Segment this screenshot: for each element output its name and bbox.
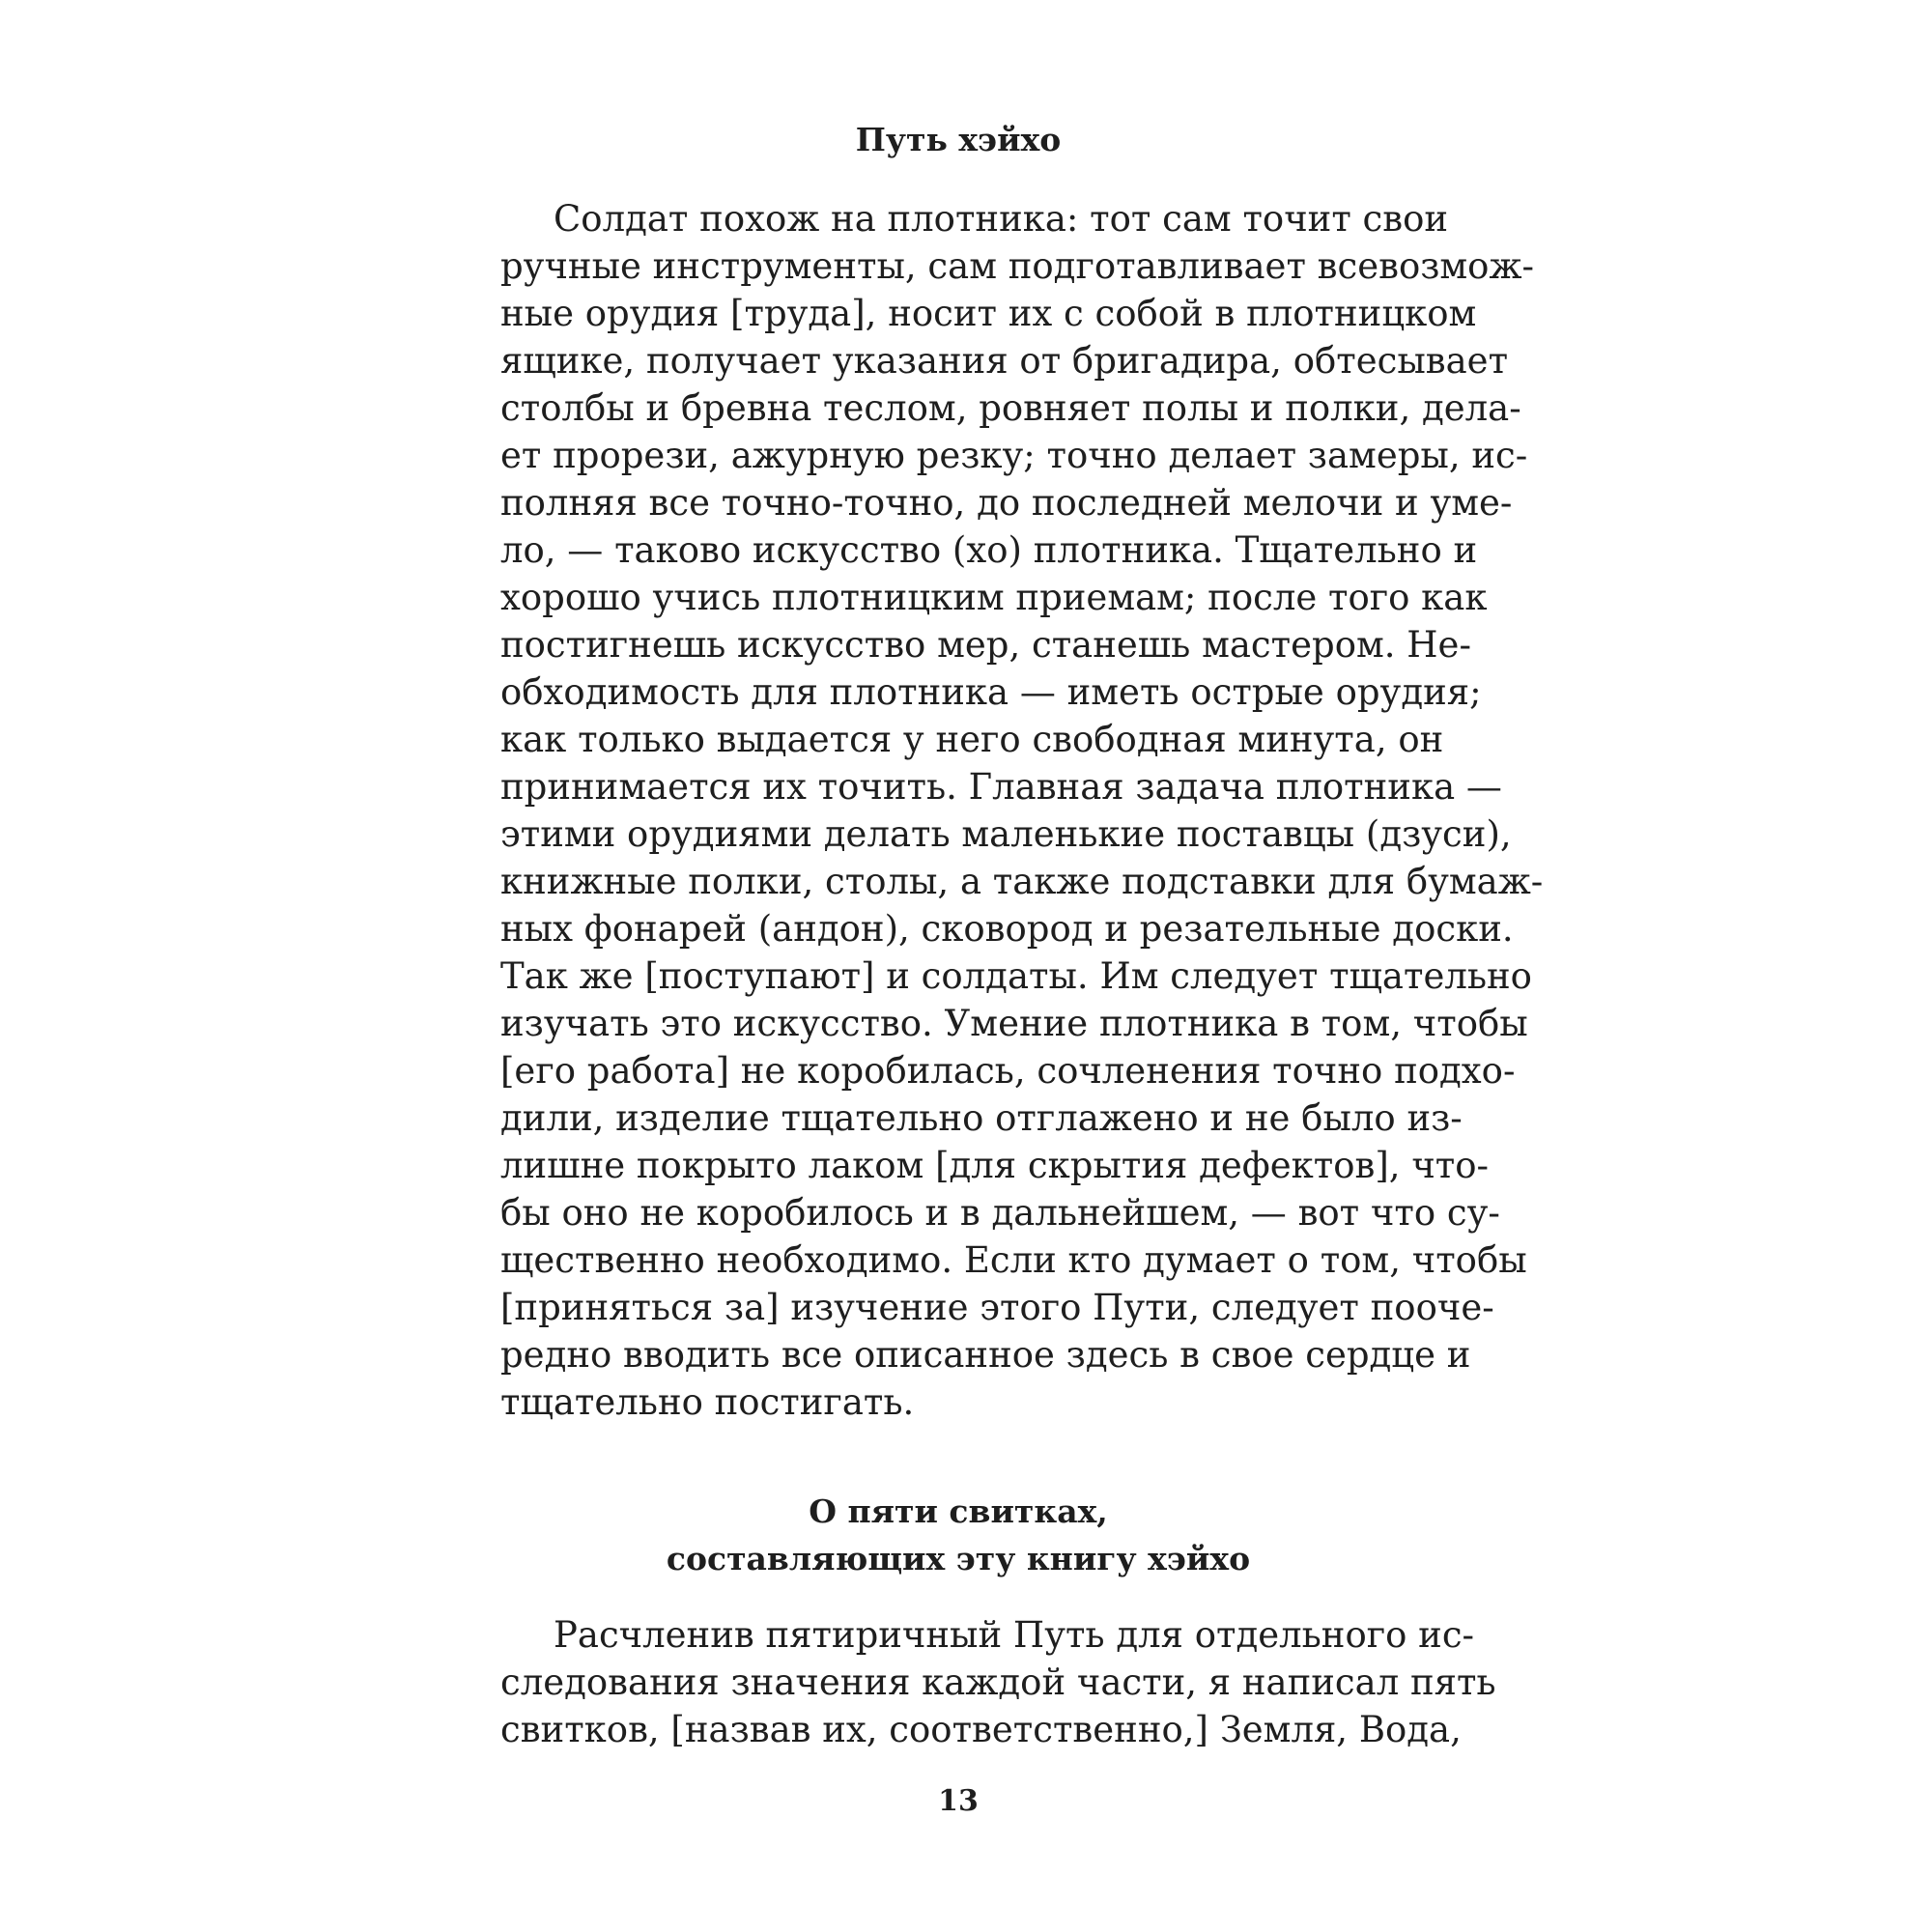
text-line: ящике, получает указания от бригадира, обтесывает — [500, 340, 1509, 382]
text-line: полняя все точно-точно, до последней мелочи и уме- — [500, 482, 1513, 524]
text-line: книжные полки, столы, а также подставки для бумаж- — [500, 861, 1544, 902]
paragraph-five-scrolls — [500, 1611, 1496, 1753]
text-line: этими орудиями делать маленькие поставцы (дзуси), — [500, 813, 1512, 855]
text-line: следования значения каждой части, я написал пять — [500, 1662, 1496, 1703]
text-line: изучать это искусство. Умение плотника в том, чтобы — [500, 1003, 1528, 1044]
text-line: хорошо учись плотницким приемам; после того как — [500, 577, 1488, 618]
text-line: Расчленив пятиричный Путь для отдельного ис- — [554, 1614, 1475, 1656]
text-line: ные орудия [труда], носит их с собой в плотницком — [500, 293, 1477, 334]
text-line: редно вводить все описанное здесь в свое сердце и — [500, 1334, 1471, 1376]
text-line: дили, изделие тщательно отглажено и не было из- — [500, 1097, 1463, 1139]
text-line: ет прорези, ажурную резку; точно делает замеры, ис- — [500, 435, 1528, 476]
text-line: постигнешь искусство мер, станешь мастером. Не- — [500, 624, 1471, 666]
section-heading-heiho-path: Путь хэйхо — [855, 121, 1062, 158]
text-line: обходимость для плотника — иметь острые орудия; — [500, 671, 1482, 713]
book-page — [500, 0, 1544, 1932]
text-line: щественно необходимо. Если кто думает о том, чтобы — [500, 1239, 1527, 1281]
text-line: принимается их точить. Главная задача плотника — — [500, 766, 1502, 808]
text-line: ручные инструменты, сам подготавливает всевозмож- — [500, 245, 1535, 287]
text-line: [его работа] не коробилась, сочленения точно подхо- — [500, 1050, 1516, 1092]
text-line: ло, — таково искусство (хо) плотника. Тщательно и — [500, 529, 1478, 571]
text-line: [приняться за] изучение этого Пути, следует поoче- — [500, 1287, 1494, 1328]
text-line: столбы и бревна теслом, ровняет полы и полки, дела- — [500, 387, 1521, 429]
text-line: Так же [поступают] и солдаты. Им следует тщательно — [500, 955, 1532, 997]
text-line: лишне покрыто лаком [для скрытия дефектов], что- — [500, 1145, 1490, 1186]
section-heading-five-scrolls-line2: составляющих эту книгу хэйхо — [666, 1540, 1251, 1577]
text-line: бы оно не коробилось и в дальнейшем, — вот что су- — [500, 1192, 1500, 1234]
text-line: Солдат похож на плотника: тот сам точит свои — [554, 198, 1449, 240]
page-number: 13 — [938, 1784, 979, 1818]
text-line: свитков, [назвав их, соответственно,] Земля, Вода, — [500, 1709, 1462, 1750]
text-line: ных фонарей (андон), сковород и резательные доски. — [500, 908, 1514, 950]
paragraph-carpenter — [500, 195, 1544, 1426]
text-line: как только выдается у него свободная минута, он — [500, 719, 1444, 760]
section-heading-five-scrolls-line1: О пяти свитках, — [809, 1492, 1108, 1530]
text-line: тщательно постигать. — [500, 1381, 915, 1423]
